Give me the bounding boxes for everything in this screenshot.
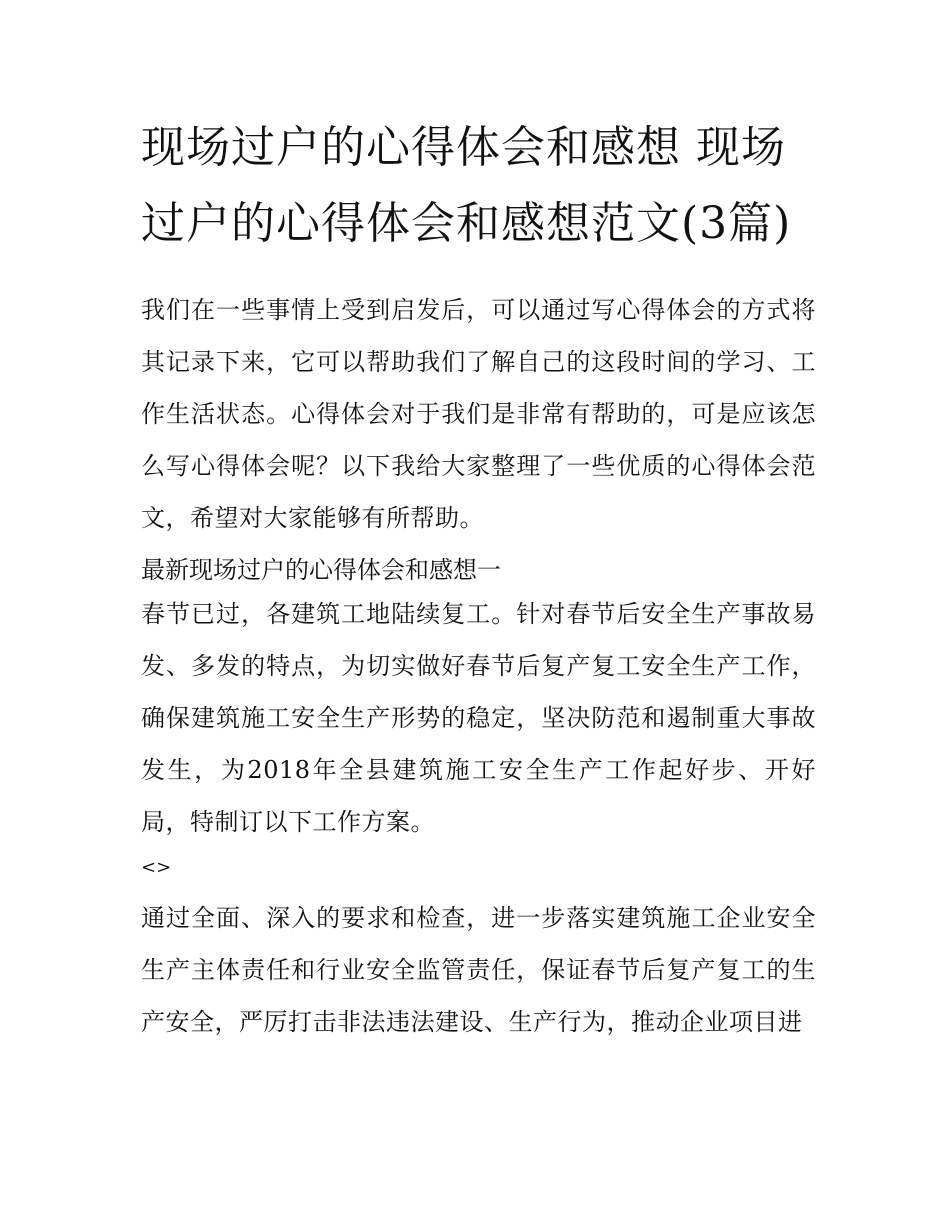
section-heading: 最新现场过户的心得体会和感想一 (141, 556, 501, 584)
section-paragraph: 春节已过，各建筑工地陆续复工。针对春节后安全生产事故易发、多发的特点，为切实做好春节后复产复工安全生产工作，确保建筑施工安全生产形势的稳定，坚决防范和遏制重大事故发生，为2018年全县建筑施工安全生产工作起好步、开好局，特制订以下工作方案。 (141, 600, 816, 836)
intro-paragraph: 我们在一些事情上受到启发后，可以通过写心得体会的方式将其记录下来，它可以帮助我们了解自己的这段时间的学习、工作生活状态。心得体会对于我们是非常有帮助的，可是应该怎么写心得体会呢？以下我给大家整理了一些优质的心得体会范文，希望对大家能够有所帮助。 (141, 296, 816, 532)
placeholder-marker: <> (141, 857, 172, 878)
document-title: 现场过户的心得体会和感想 现场过户的心得体会和感想范文(3篇) (141, 122, 792, 249)
document-body (141, 284, 816, 1048)
document-page (141, 110, 816, 1048)
body-paragraph: 通过全面、深入的要求和检查，进一步落实建筑施工企业安全生产主体责任和行业安全监管责任，保证春节后复产复工的生产安全，严厉打击非法违法建设、生产行为，推动企业项目进 (141, 904, 816, 1036)
